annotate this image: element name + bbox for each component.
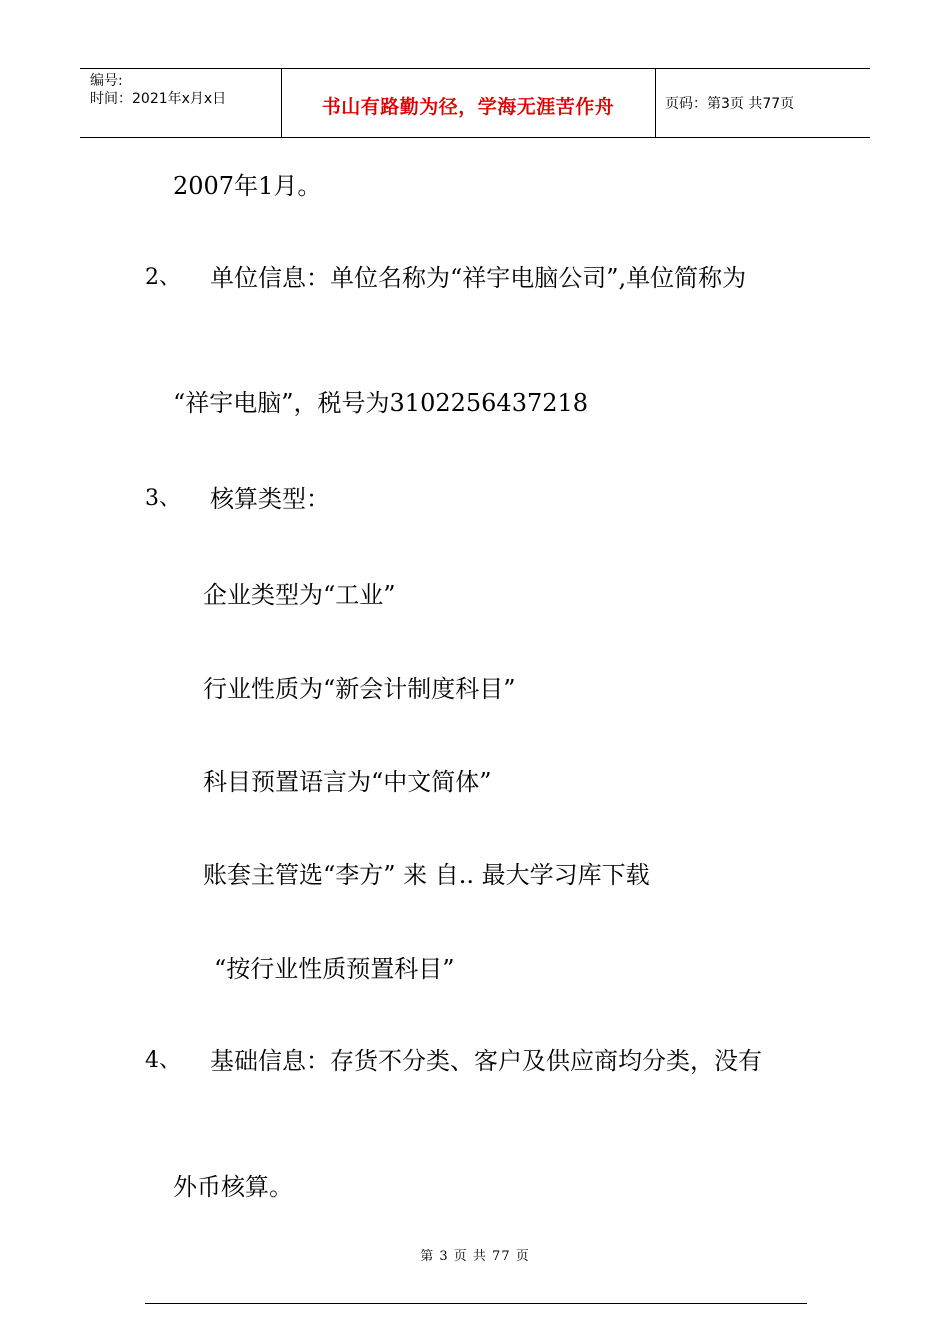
footer-page-number: 第 3 页 共 77 页 (420, 1249, 530, 1264)
item-4-text: 基础信息：存货不分类、客户及供应商均分类，没有 (210, 1047, 762, 1075)
footer-rule (145, 1303, 807, 1304)
page-info: 页码：第3页 共77页 (665, 96, 795, 112)
item-3-number: 3、 (145, 486, 181, 511)
time-label: 时间：2021年x月x日 (90, 91, 227, 107)
item-3-industry-nature: 行业性质为“新会计制度科目” (203, 675, 516, 703)
item-3-enterprise-type: 企业类型为“工业” (203, 581, 396, 609)
serial-label: 编号: (90, 73, 123, 89)
item-4-continuation: 外币核算。 (173, 1173, 293, 1201)
item-2-text: 单位信息：单位名称为“祥宇电脑公司”,单位简称为 (210, 264, 747, 292)
item-4-number: 4、 (145, 1048, 181, 1073)
item-3-subject-language: 科目预置语言为“中文简体” (203, 768, 492, 796)
header-page-cell (656, 69, 870, 137)
item-3-preset-subjects: “按行业性质预置科目” (214, 955, 455, 983)
item-3-supervisor: 账套主管选“李方” 来 自.. 最大学习库下载 (203, 861, 650, 889)
motto: 书山有路勤为径，学海无涯苦作舟 (321, 96, 615, 118)
item-3-text: 核算类型： (210, 485, 330, 513)
header-motto-cell (281, 69, 656, 137)
item-2-number: 2、 (145, 265, 181, 290)
item-2-continuation: “祥宇电脑”，税号为3102256437218 (173, 389, 589, 417)
date-line: 2007年1月。 (173, 172, 322, 200)
header-meta-cell (80, 69, 282, 137)
page-header (80, 68, 870, 138)
